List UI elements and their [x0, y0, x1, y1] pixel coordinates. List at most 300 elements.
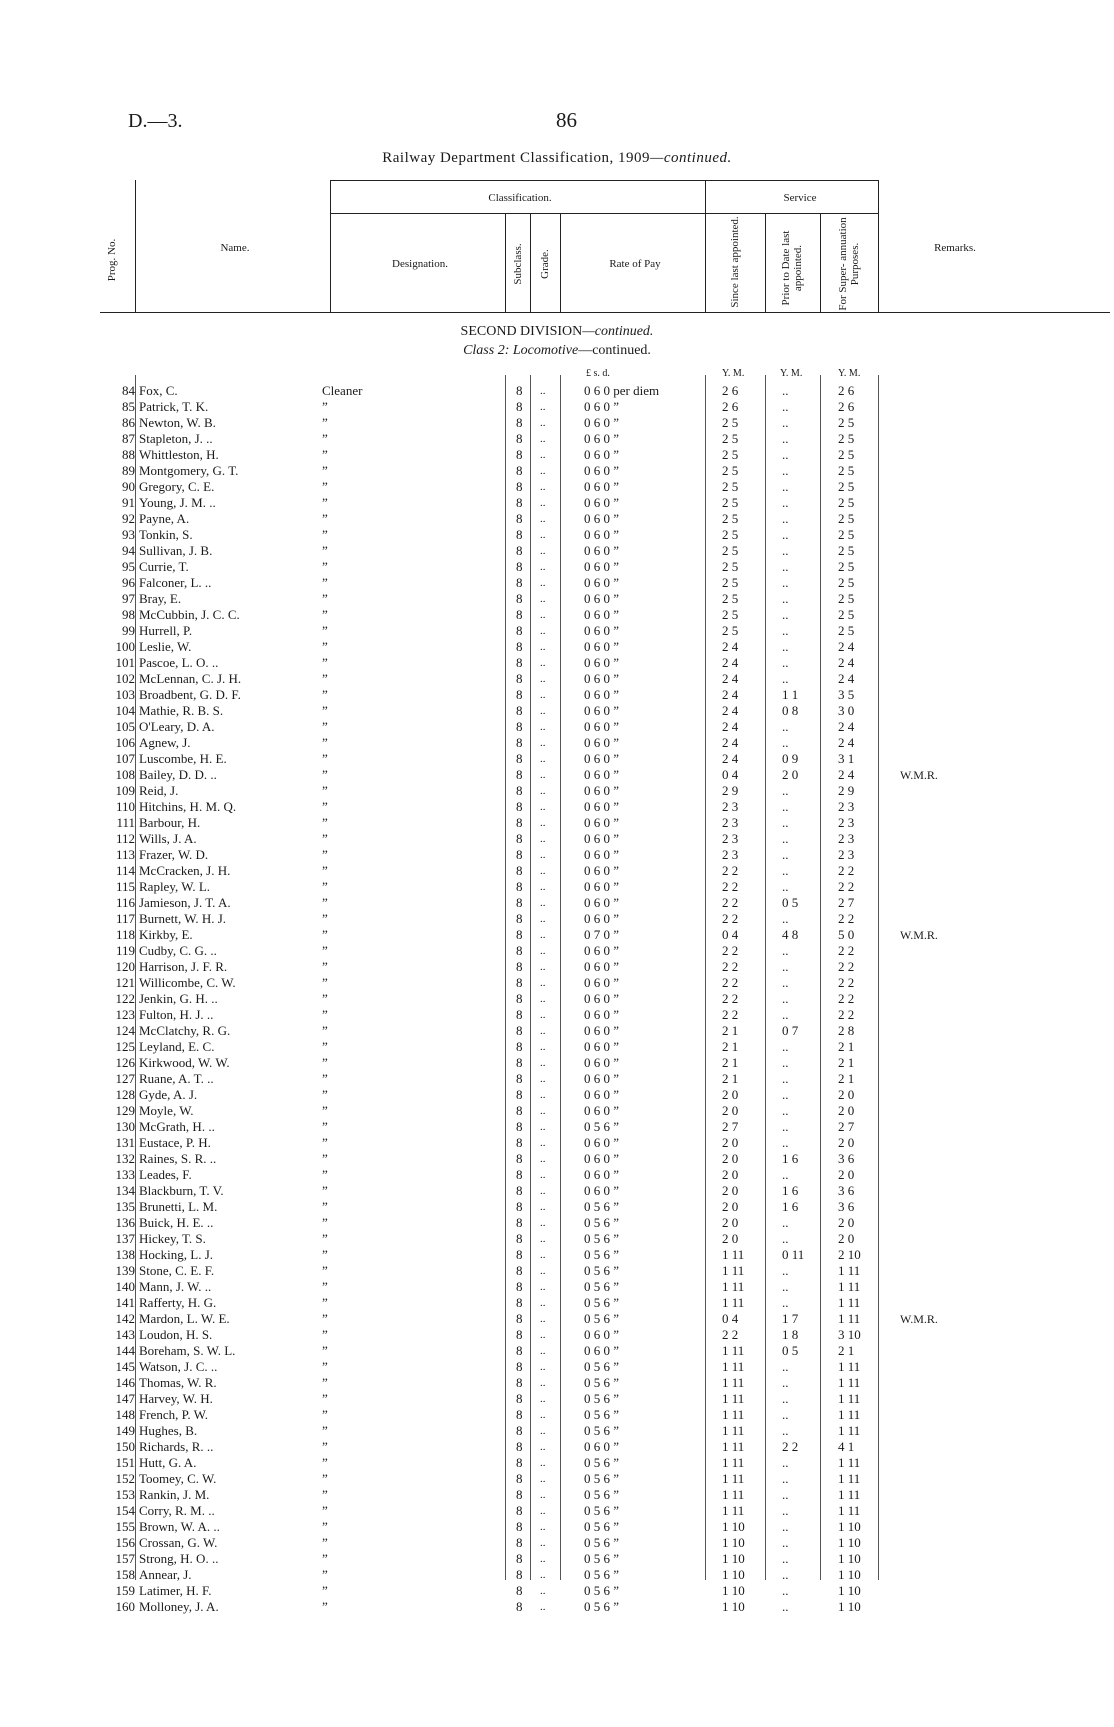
designation: ” — [322, 591, 328, 606]
grade-leader-dots: .. — [540, 993, 546, 1005]
designation: ” — [322, 831, 328, 846]
service-prior: .. — [782, 863, 789, 878]
subclass: 8 — [516, 671, 523, 686]
rate-of-pay: 0 5 6 ” — [584, 1503, 620, 1518]
subclass: 8 — [516, 1471, 523, 1486]
designation: ” — [322, 495, 328, 510]
prog-no: 88 — [122, 447, 135, 462]
table-row — [0, 719, 1114, 735]
service-superannuation: 3 6 — [838, 1183, 855, 1198]
table-row — [0, 623, 1114, 639]
rate-of-pay: 0 5 6 ” — [584, 1391, 620, 1406]
remarks: W.M.R. — [900, 928, 938, 942]
rate-of-pay: 0 5 6 ” — [584, 1119, 620, 1134]
rate-of-pay: 0 6 0 per diem — [584, 383, 660, 398]
service-superannuation: 2 5 — [838, 479, 855, 494]
prog-no: 132 — [115, 1151, 135, 1166]
service-since-last: 2 3 — [722, 815, 739, 830]
grade-leader-dots: .. — [540, 673, 546, 685]
superannuation-header: For Super- annuation Purposes. — [837, 217, 861, 311]
subclass: 8 — [516, 1455, 523, 1470]
designation: ” — [322, 1327, 328, 1342]
service-superannuation: 2 5 — [838, 575, 855, 590]
service-since-last: 1 11 — [722, 1343, 745, 1358]
service-prior: 0 8 — [782, 703, 799, 718]
subclass: 8 — [516, 767, 523, 782]
subclass: 8 — [516, 495, 523, 510]
subclass: 8 — [516, 1263, 523, 1278]
prog-no: 126 — [115, 1055, 135, 1070]
service-prior: .. — [782, 783, 789, 798]
subclass: 8 — [516, 815, 523, 830]
service-superannuation: 3 6 — [838, 1199, 855, 1214]
service-superannuation: 1 10 — [838, 1519, 861, 1534]
employee-name: Hocking, L. J. — [139, 1247, 214, 1262]
service-since-last: 2 3 — [722, 799, 739, 814]
grade-leader-dots: .. — [540, 1313, 546, 1325]
table-row — [0, 479, 1114, 495]
service-superannuation: 2 4 — [838, 767, 855, 782]
rate-of-pay: 0 5 6 ” — [584, 1407, 620, 1422]
service-since-last: 2 3 — [722, 831, 739, 846]
service-prior: .. — [782, 1119, 789, 1134]
service-since-last: 1 11 — [722, 1423, 745, 1438]
service-since-last: 2 9 — [722, 783, 739, 798]
service-since-last: 2 5 — [722, 431, 739, 446]
service-prior: 0 7 — [782, 1023, 799, 1038]
service-since-last: 1 10 — [722, 1599, 745, 1614]
table-header — [0, 180, 1114, 320]
prog-no: 127 — [115, 1071, 135, 1086]
table-row — [0, 975, 1114, 991]
subclass: 8 — [516, 1135, 523, 1150]
prog-no: 156 — [115, 1535, 135, 1550]
rate-of-pay: 0 6 0 ” — [584, 1183, 620, 1198]
service-superannuation: 1 11 — [838, 1359, 861, 1374]
prog-no: 96 — [122, 575, 135, 590]
service-prior: .. — [782, 1407, 789, 1422]
grade-leader-dots: .. — [540, 1089, 546, 1101]
table-row — [0, 1007, 1114, 1023]
subclass: 8 — [516, 431, 523, 446]
service-superannuation: 2 1 — [838, 1071, 855, 1086]
employee-name: Moyle, W. — [139, 1103, 194, 1118]
service-prior: .. — [782, 1375, 789, 1390]
table-row — [0, 799, 1114, 815]
table-row — [0, 959, 1114, 975]
service-prior: .. — [782, 559, 789, 574]
designation: ” — [322, 511, 328, 526]
table-row — [0, 1343, 1114, 1359]
since-units: Y. M. — [722, 368, 745, 379]
table-row — [0, 1519, 1114, 1535]
table-row — [0, 1359, 1114, 1375]
prog-no: 124 — [115, 1023, 135, 1038]
employee-name: Corry, R. M. .. — [139, 1503, 215, 1518]
employee-name: Leyland, E. C. — [139, 1039, 215, 1054]
subclass: 8 — [516, 1279, 523, 1294]
service-prior: .. — [782, 1039, 789, 1054]
employee-name: Strong, H. O. .. — [139, 1551, 219, 1566]
table-row — [0, 1455, 1114, 1471]
table-row — [0, 863, 1114, 879]
employee-name: Buick, H. E. .. — [139, 1215, 214, 1230]
grade-leader-dots: .. — [540, 1025, 546, 1037]
subclass: 8 — [516, 1103, 523, 1118]
grade-leader-dots: .. — [540, 1569, 546, 1581]
prog-no: 134 — [115, 1183, 135, 1198]
service-prior: .. — [782, 495, 789, 510]
subclass: 8 — [516, 1183, 523, 1198]
table-row — [0, 1599, 1114, 1615]
service-superannuation: 2 8 — [838, 1023, 855, 1038]
service-since-last: 2 0 — [722, 1231, 739, 1246]
table-row — [0, 383, 1114, 399]
designation: ” — [322, 671, 328, 686]
prog-no: 125 — [115, 1039, 135, 1054]
designation: ” — [322, 1375, 328, 1390]
service-prior: .. — [782, 1567, 789, 1582]
service-superannuation: 2 5 — [838, 447, 855, 462]
service-superannuation: 2 9 — [838, 783, 855, 798]
subclass: 8 — [516, 895, 523, 910]
designation: ” — [322, 1183, 328, 1198]
service-since-last: 2 5 — [722, 623, 739, 638]
employee-name: Hughes, B. — [139, 1423, 198, 1438]
service-prior: .. — [782, 591, 789, 606]
service-since-last: 1 10 — [722, 1583, 745, 1598]
table-row — [0, 463, 1114, 479]
grade-leader-dots: .. — [540, 449, 546, 461]
grade-leader-dots: .. — [540, 625, 546, 637]
service-since-last: 2 0 — [722, 1087, 739, 1102]
designation: ” — [322, 479, 328, 494]
prog-no: 92 — [122, 511, 135, 526]
service-prior: .. — [782, 1503, 789, 1518]
service-superannuation: 1 10 — [838, 1583, 861, 1598]
service-superannuation: 1 11 — [838, 1391, 861, 1406]
table-row — [0, 1551, 1114, 1567]
grade-leader-dots: .. — [540, 641, 546, 653]
service-prior: .. — [782, 1231, 789, 1246]
grade-leader-dots: .. — [540, 897, 546, 909]
rate-of-pay: 0 6 0 ” — [584, 431, 620, 446]
service-superannuation: 1 10 — [838, 1535, 861, 1550]
rate-of-pay: 0 5 6 ” — [584, 1359, 620, 1374]
subclass: 8 — [516, 607, 523, 622]
employee-name: Hutt, G. A. — [139, 1455, 197, 1470]
grade-leader-dots: .. — [540, 577, 546, 589]
subclass: 8 — [516, 1535, 523, 1550]
employee-name: Agnew, J. — [139, 735, 191, 750]
rate-of-pay: 0 6 0 ” — [584, 1007, 620, 1022]
employee-name: McClatchy, R. G. — [139, 1023, 231, 1038]
service-since-last: 2 5 — [722, 511, 739, 526]
service-superannuation: 1 11 — [838, 1407, 861, 1422]
designation: ” — [322, 1391, 328, 1406]
employee-name: Toomey, C. W. — [139, 1471, 217, 1486]
grade-leader-dots: .. — [540, 1073, 546, 1085]
service-since-last: 1 11 — [722, 1487, 745, 1502]
grade-leader-dots: .. — [540, 1473, 546, 1485]
service-prior: .. — [782, 879, 789, 894]
table-row — [0, 1423, 1114, 1439]
service-prior: .. — [782, 1087, 789, 1102]
service-superannuation: 5 0 — [838, 927, 855, 942]
service-superannuation: 2 6 — [838, 399, 855, 414]
employee-name: Raines, S. R. .. — [139, 1151, 217, 1166]
service-superannuation: 2 2 — [838, 1007, 855, 1022]
designation: ” — [322, 1423, 328, 1438]
prog-no: 131 — [115, 1135, 135, 1150]
employee-name: Luscombe, H. E. — [139, 751, 227, 766]
service-prior: .. — [782, 1487, 789, 1502]
rate-of-pay: 0 6 0 ” — [584, 559, 620, 574]
grade-leader-dots: .. — [540, 1249, 546, 1261]
grade-leader-dots: .. — [540, 385, 546, 397]
employee-name: Harvey, W. H. — [139, 1391, 213, 1406]
table-row — [0, 1071, 1114, 1087]
service-superannuation: 2 4 — [838, 671, 855, 686]
service-prior: .. — [782, 1279, 789, 1294]
designation: ” — [322, 559, 328, 574]
service-superannuation: 2 7 — [838, 895, 855, 910]
prog-no: 136 — [115, 1215, 135, 1230]
grade-leader-dots: .. — [540, 1553, 546, 1565]
service-superannuation: 1 11 — [838, 1279, 861, 1294]
subclass: 8 — [516, 527, 523, 542]
rate-of-pay: 0 5 6 ” — [584, 1551, 620, 1566]
table-row — [0, 1151, 1114, 1167]
rate-of-pay: 0 5 6 ” — [584, 1487, 620, 1502]
grade-leader-dots: .. — [540, 705, 546, 717]
subclass: 8 — [516, 1039, 523, 1054]
subclass: 8 — [516, 1007, 523, 1022]
service-since-last: 2 5 — [722, 575, 739, 590]
subclass: 8 — [516, 383, 523, 398]
service-superannuation: 2 5 — [838, 623, 855, 638]
designation: ” — [322, 1407, 328, 1422]
grade-leader-dots: .. — [540, 561, 546, 573]
service-prior: .. — [782, 1167, 789, 1182]
subclass: 8 — [516, 1055, 523, 1070]
prog-no: 144 — [115, 1343, 135, 1358]
service-header: Service — [783, 192, 817, 204]
service-prior: .. — [782, 1471, 789, 1486]
service-superannuation: 2 4 — [838, 655, 855, 670]
grade-leader-dots: .. — [540, 513, 546, 525]
grade-leader-dots: .. — [540, 417, 546, 429]
rate-of-pay: 0 6 0 ” — [584, 607, 620, 622]
rate-of-pay: 0 6 0 ” — [584, 719, 620, 734]
subclass: 8 — [516, 1231, 523, 1246]
designation: ” — [322, 1215, 328, 1230]
service-superannuation: 1 10 — [838, 1599, 861, 1614]
subclass: 8 — [516, 1151, 523, 1166]
designation: ” — [322, 991, 328, 1006]
grade-leader-dots: .. — [540, 1185, 546, 1197]
designation: ” — [322, 975, 328, 990]
table-row — [0, 559, 1114, 575]
rate-of-pay: 0 6 0 ” — [584, 991, 620, 1006]
employee-name: Kirkby, E. — [139, 927, 193, 942]
grade-header: Grade. — [539, 249, 551, 279]
prog-no: 105 — [115, 719, 135, 734]
prog-no: 122 — [115, 991, 135, 1006]
subclass: 8 — [516, 479, 523, 494]
employee-name: Hurrell, P. — [139, 623, 193, 638]
grade-leader-dots: .. — [540, 1137, 546, 1149]
service-since-last: 1 10 — [722, 1567, 745, 1582]
service-superannuation: 2 5 — [838, 543, 855, 558]
prog-no: 123 — [115, 1007, 135, 1022]
rate-of-pay: 0 6 0 ” — [584, 751, 620, 766]
subclass: 8 — [516, 1391, 523, 1406]
grade-leader-dots: .. — [540, 529, 546, 541]
service-since-last: 2 4 — [722, 687, 739, 702]
table-row — [0, 1487, 1114, 1503]
service-prior: 0 5 — [782, 895, 799, 910]
service-since-last: 1 10 — [722, 1519, 745, 1534]
employee-name: Brown, W. A. .. — [139, 1519, 220, 1534]
designation: ” — [322, 431, 328, 446]
grade-leader-dots: .. — [540, 1201, 546, 1213]
table-row — [0, 879, 1114, 895]
designation: ” — [322, 1439, 328, 1454]
rate-of-pay: 0 6 0 ” — [584, 1439, 620, 1454]
employee-name: Leslie, W. — [139, 639, 192, 654]
table-row — [0, 735, 1114, 751]
grade-leader-dots: .. — [540, 1345, 546, 1357]
employee-name: Ruane, A. T. .. — [139, 1071, 214, 1086]
designation: ” — [322, 1487, 328, 1502]
grade-leader-dots: .. — [540, 1265, 546, 1277]
prog-no: 155 — [115, 1519, 135, 1534]
service-since-last: 2 4 — [722, 751, 739, 766]
service-since-last: 0 4 — [722, 1311, 739, 1326]
service-prior: .. — [782, 1583, 789, 1598]
designation: ” — [322, 735, 328, 750]
service-superannuation: 2 0 — [838, 1231, 855, 1246]
rate-of-pay: 0 6 0 ” — [584, 415, 620, 430]
service-prior: .. — [782, 511, 789, 526]
service-since-last: 2 0 — [722, 1215, 739, 1230]
prog-no: 141 — [115, 1295, 135, 1310]
service-superannuation: 2 2 — [838, 911, 855, 926]
service-since-last: 1 11 — [722, 1375, 745, 1390]
service-since-last: 2 5 — [722, 447, 739, 462]
subclass: 8 — [516, 559, 523, 574]
service-prior: 1 6 — [782, 1183, 799, 1198]
service-superannuation: 1 11 — [838, 1423, 861, 1438]
rate-of-pay: 0 5 6 ” — [584, 1311, 620, 1326]
service-prior: .. — [782, 1055, 789, 1070]
subclass: 8 — [516, 687, 523, 702]
designation: ” — [322, 1135, 328, 1150]
table-row — [0, 1183, 1114, 1199]
service-prior: .. — [782, 1519, 789, 1534]
subclass: 8 — [516, 943, 523, 958]
employee-name: Bray, E. — [139, 591, 182, 606]
prog-no: 159 — [115, 1583, 135, 1598]
designation: ” — [322, 399, 328, 414]
table-row — [0, 1279, 1114, 1295]
subclass: 8 — [516, 751, 523, 766]
employee-name: Leades, F. — [139, 1167, 192, 1182]
grade-leader-dots: .. — [540, 545, 546, 557]
designation: ” — [322, 1359, 328, 1374]
designation: ” — [322, 1167, 328, 1182]
service-since-last: 1 11 — [722, 1295, 745, 1310]
grade-leader-dots: .. — [540, 961, 546, 973]
service-since-last: 2 1 — [722, 1039, 739, 1054]
table-row — [0, 783, 1114, 799]
service-prior: .. — [782, 383, 789, 398]
service-superannuation: 2 5 — [838, 591, 855, 606]
service-since-last: 2 2 — [722, 1327, 739, 1342]
prog-no: 139 — [115, 1263, 135, 1278]
prog-no: 157 — [115, 1551, 135, 1566]
subclass: 8 — [516, 1599, 523, 1614]
designation: ” — [322, 1023, 328, 1038]
rate-of-pay: 0 6 0 ” — [584, 527, 620, 542]
title-continued: —continued. — [650, 150, 732, 166]
subclass: 8 — [516, 959, 523, 974]
prog-no: 135 — [115, 1199, 135, 1214]
remarks: W.M.R. — [900, 1312, 938, 1326]
service-since-last: 1 11 — [722, 1455, 745, 1470]
subclass: 8 — [516, 879, 523, 894]
grade-leader-dots: .. — [540, 593, 546, 605]
service-superannuation: 1 11 — [838, 1487, 861, 1502]
service-prior: .. — [782, 607, 789, 622]
designation: ” — [322, 895, 328, 910]
service-prior: 0 11 — [782, 1247, 805, 1262]
grade-leader-dots: .. — [540, 865, 546, 877]
service-prior: .. — [782, 1135, 789, 1150]
super-units: Y. M. — [838, 368, 861, 379]
service-since-last: 2 0 — [722, 1183, 739, 1198]
table-row — [0, 495, 1114, 511]
table-row — [0, 687, 1114, 703]
prog-no: 111 — [116, 815, 135, 830]
rate-of-pay: 0 6 0 ” — [584, 879, 620, 894]
designation: ” — [322, 1231, 328, 1246]
grade-leader-dots: .. — [540, 1297, 546, 1309]
employee-name: Harrison, J. F. R. — [139, 959, 228, 974]
designation: ” — [322, 687, 328, 702]
table-row — [0, 1263, 1114, 1279]
service-prior: .. — [782, 1599, 789, 1614]
designation: ” — [322, 447, 328, 462]
table-row — [0, 1391, 1114, 1407]
service-since-last: 1 11 — [722, 1247, 745, 1262]
employee-name: Mann, J. W. .. — [139, 1279, 212, 1294]
prog-no: 149 — [115, 1423, 135, 1438]
employee-name: Barbour, H. — [139, 815, 201, 830]
designation: ” — [322, 847, 328, 862]
division-heading — [0, 324, 1114, 340]
employee-name: Sullivan, J. B. — [139, 543, 213, 558]
service-since-last: 2 4 — [722, 703, 739, 718]
service-since-last: 0 4 — [722, 767, 739, 782]
prog-no: 103 — [115, 687, 135, 702]
designation: ” — [322, 959, 328, 974]
employee-name: Stapleton, J. .. — [139, 431, 213, 446]
service-since-last: 1 11 — [722, 1391, 745, 1406]
service-superannuation: 1 11 — [838, 1295, 861, 1310]
service-prior: .. — [782, 463, 789, 478]
